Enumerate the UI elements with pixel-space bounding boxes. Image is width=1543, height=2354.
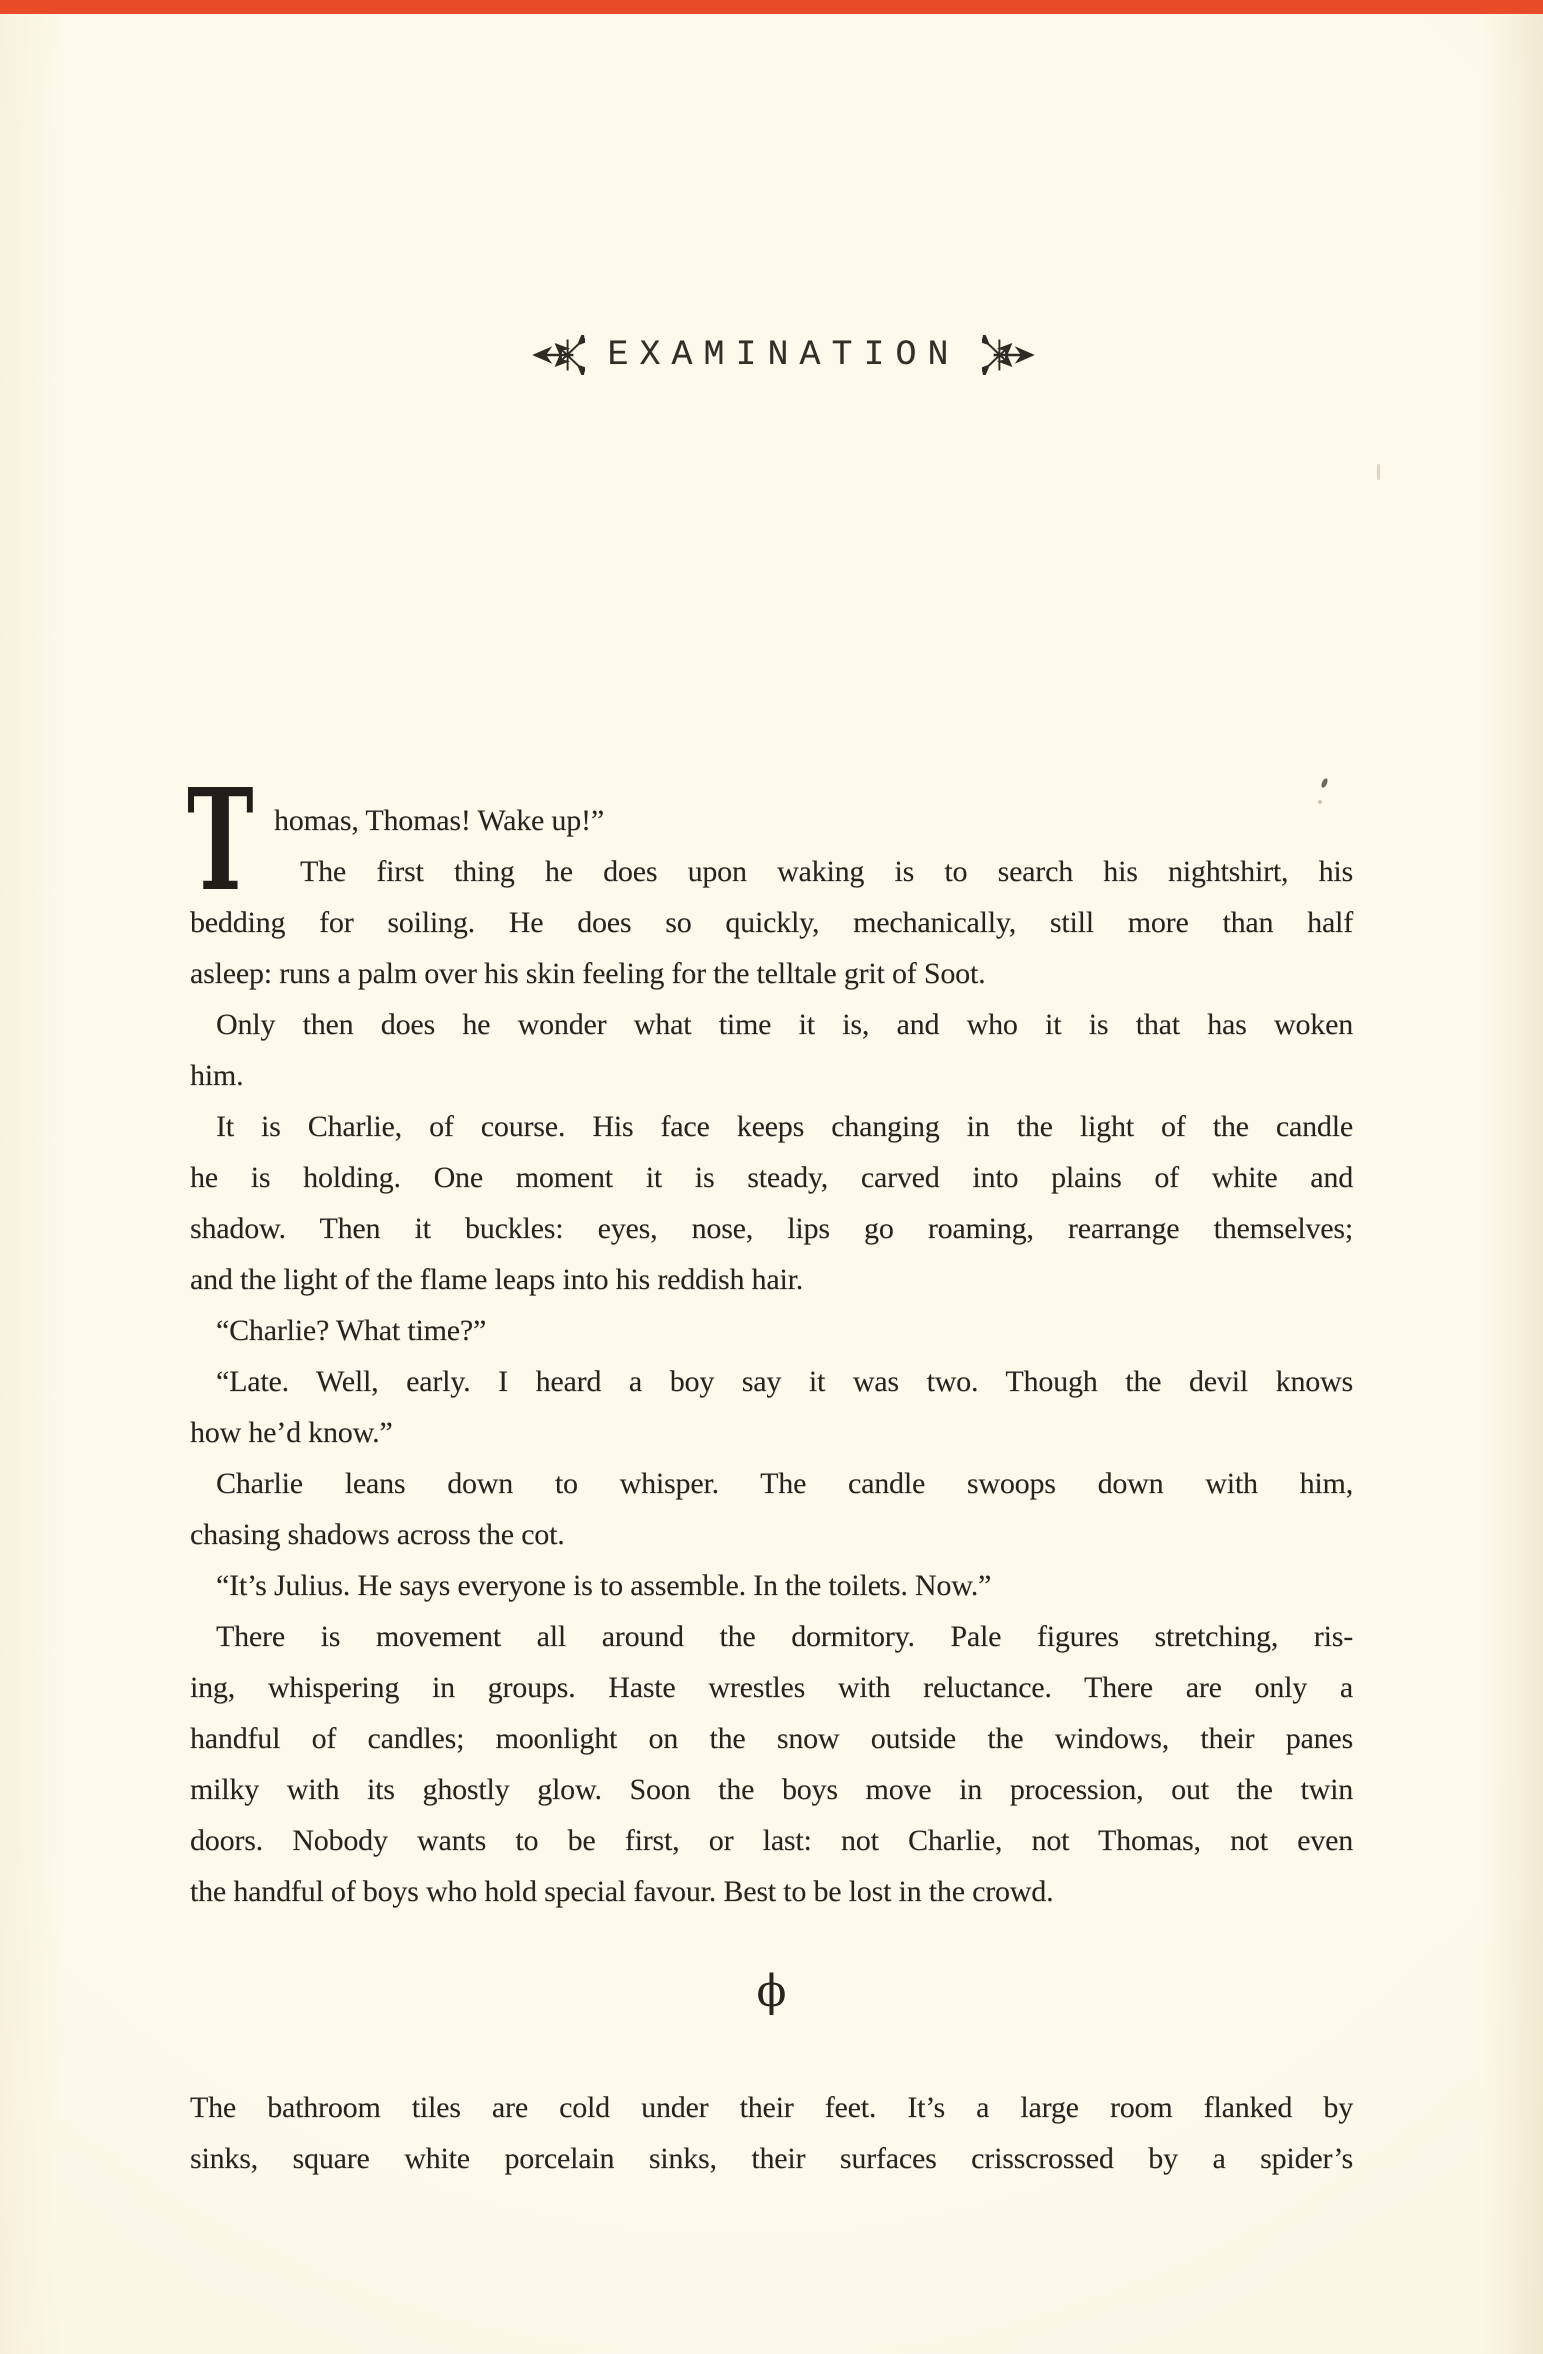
text-line: asleep: runs a palm over his skin feeling for the telltale grit of Soot. — [190, 957, 986, 990]
text-line: him. — [190, 1059, 244, 1092]
scan-speck — [1321, 777, 1329, 788]
arrow-fleuron-icon — [982, 335, 1040, 375]
arrow-fleuron-icon — [527, 335, 585, 375]
body-text — [187, 759, 1353, 1917]
text-line: the handful of boys who hold special favour. Best to be lost in the crowd. — [190, 1875, 1054, 1908]
chapter-header — [202, 331, 1365, 379]
text-line: The bathroom tiles are cold under their feet. It’s a large room flanked by — [190, 2091, 1353, 2124]
text-line: milky with its ghostly glow. Soon the boys move in procession, out the twin — [190, 1773, 1353, 1806]
scan-speck — [1377, 464, 1380, 480]
text-line: bedding for soiling. He does so quickly, mechanically, still more than half — [190, 906, 1353, 939]
text-line: and the light of the flame leaps into his reddish hair. — [190, 1263, 804, 1296]
footer-paragraph — [190, 2082, 1353, 2184]
text-line: There is movement all around the dormitory. Pale figures stretching, ris- — [216, 1620, 1353, 1653]
text-line: he is holding. One moment it is steady, carved into plains of white and — [190, 1161, 1353, 1194]
text-line: “It’s Julius. He says everyone is to assemble. In the toilets. Now.” — [216, 1569, 992, 1602]
text-line: how he’d know.” — [190, 1416, 393, 1449]
text-line: “Charlie? What time?” — [216, 1314, 487, 1347]
text-line: homas, Thomas! Wake up!” — [274, 804, 604, 837]
text-line: doors. Nobody wants to be first, or last: not Charlie, not Thomas, not even — [190, 1824, 1353, 1857]
text-line: sinks, square white porcelain sinks, their surfaces crisscrossed by a spider’s — [190, 2142, 1353, 2175]
section-separator: ϕ — [756, 1966, 787, 2017]
text-line: “Late. Well, early. I heard a boy say it was two. Though the devil knows — [216, 1365, 1353, 1398]
text-line: handful of candles; moonlight on the snow outside the windows, their panes — [190, 1722, 1353, 1755]
text-line: shadow. Then it buckles: eyes, nose, lips go roaming, rearrange themselves; — [190, 1212, 1353, 1245]
text-line: The first thing he does upon waking is to search his nightshirt, his — [300, 855, 1353, 888]
text-line: chasing shadows across the cot. — [190, 1518, 565, 1551]
text-line: It is Charlie, of course. His face keeps changing in the light of the candle — [216, 1110, 1353, 1143]
chapter-title: EXAMINATION — [607, 335, 960, 375]
text-line: ing, whispering in groups. Haste wrestles with reluctance. There are only a — [190, 1671, 1353, 1704]
drop-cap: T — [187, 759, 254, 923]
red-scan-edge — [0, 0, 1543, 14]
text-line: Only then does he wonder what time it is, and who it is that has woken — [216, 1008, 1353, 1041]
text-line: Charlie leans down to whisper. The candle swoops down with him, — [216, 1467, 1353, 1500]
scan-speck — [1318, 800, 1322, 804]
